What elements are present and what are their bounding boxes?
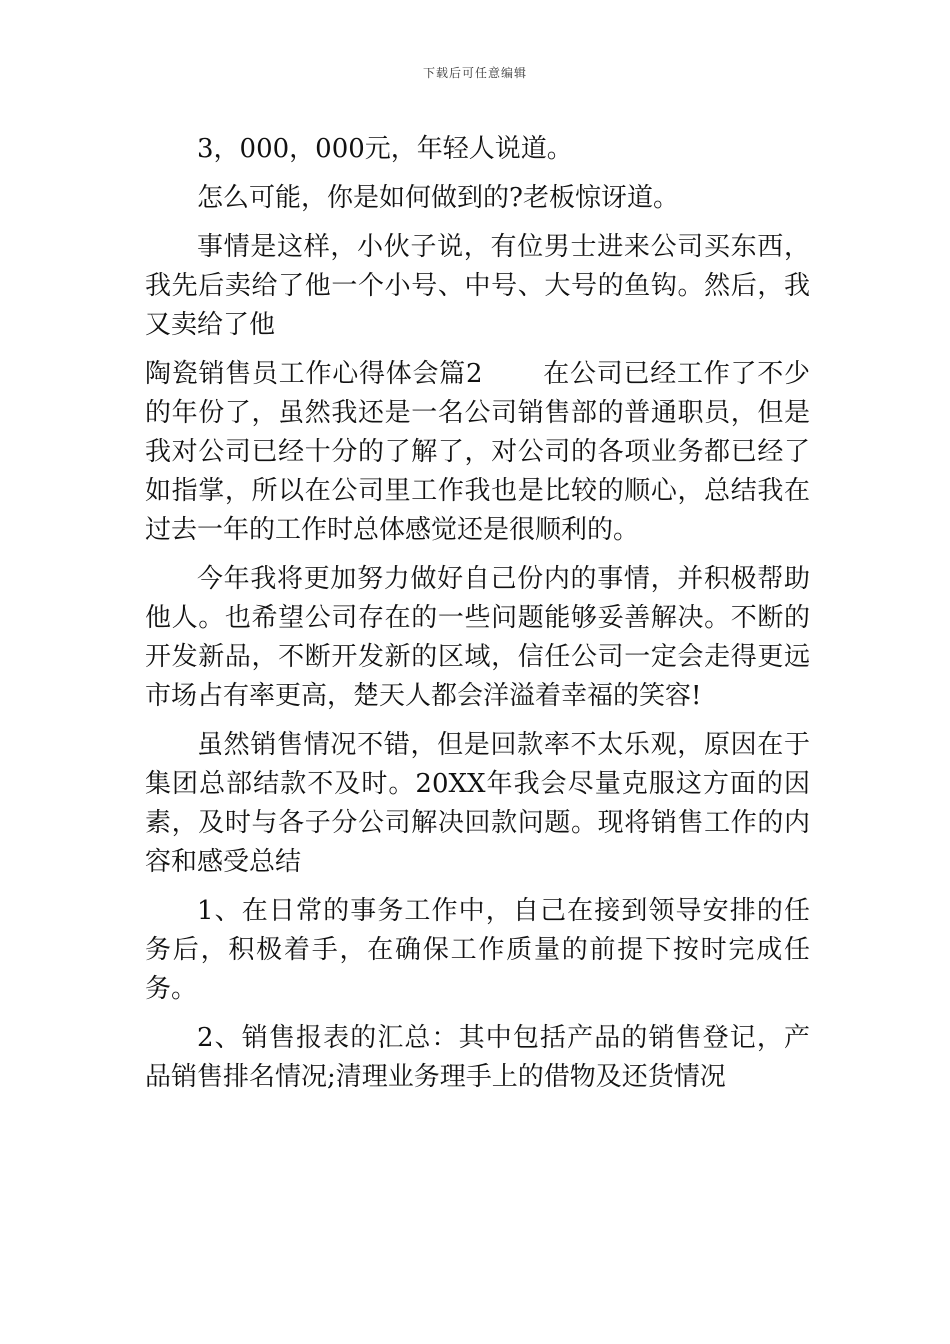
paragraph-5: 今年我将更加努力做好自己份内的事情，并积极帮助他人。也希望公司存在的一些问题能够妥善解决。不断的开发新品，不断开发新的区域，信任公司一定会走得更远市场占有率更高，楚天人都会洋溢着幸福的笑容! xyxy=(145,564,810,711)
section-paragraph xyxy=(145,355,810,550)
paragraph-3: 事情是这样，小伙子说，有位男士进来公司买东西，我先后卖给了他一个小号、中号、大号的鱼钩。然后，我又卖给了他 xyxy=(145,232,810,340)
paragraph-1: 3，000，000元，年轻人说道。 xyxy=(197,134,573,164)
section-title: 陶瓷销售员工作心得体会篇2 xyxy=(145,359,483,389)
paragraph-2: 怎么可能，你是如何做到的?老板惊讶道。 xyxy=(197,183,679,213)
page-header-note: 下载后可任意编辑 xyxy=(422,66,527,80)
document-body xyxy=(145,130,810,1107)
paragraph-7: 1、在日常的事务工作中，自己在接到领导安排的任务后，积极着手，在确保工作质量的前提下按时完成任务。 xyxy=(145,896,810,1004)
section-body: 在公司已经工作了不少的年份了，虽然我还是一名公司销售部的普通职员，但是我对公司已经十分的了解了，对公司的各项业务都已经了如指掌，所以在公司里工作我也是比较的顺心，总结我在过去一年的工作时总体感觉还是很顺利的。 xyxy=(145,359,810,545)
paragraph-8: 2、销售报表的汇总：其中包括产品的销售登记，产品销售排名情况;清理业务理手上的借物及还货情况 xyxy=(145,1023,810,1092)
paragraph-6: 虽然销售情况不错，但是回款率不太乐观，原因在于集团总部结款不及时。20XX年我会尽量克服这方面的因素，及时与各子分公司解决回款问题。现将销售工作的内容和感受总结 xyxy=(145,730,810,877)
